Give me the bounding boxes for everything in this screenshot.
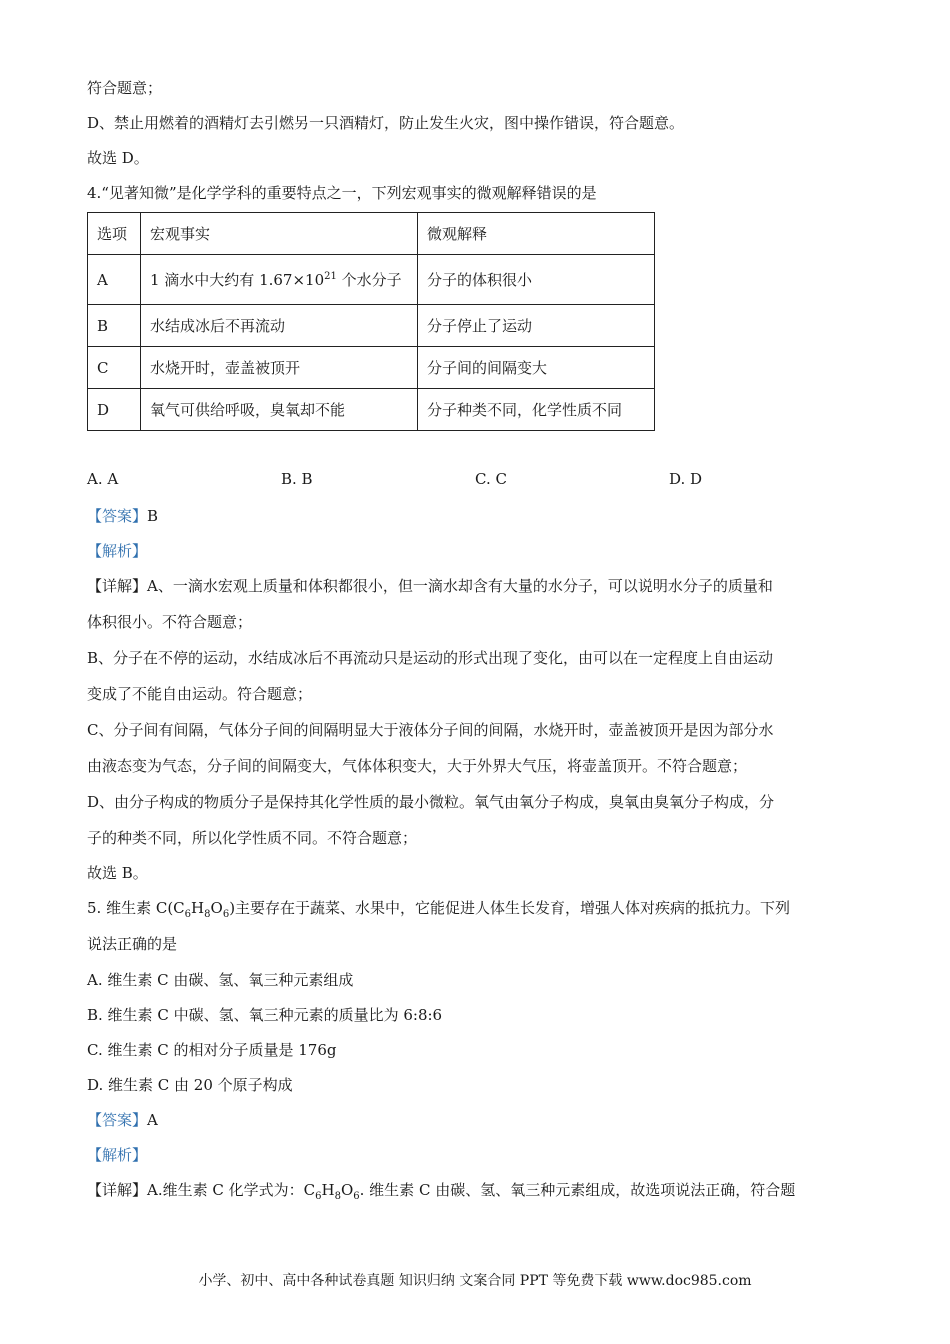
detail-line <box>87 576 773 596</box>
table-cell-explain: 分子种类不同，化学性质不同 <box>418 389 655 431</box>
text-line: 故选 D。 <box>87 149 149 167</box>
detail-line <box>87 1180 795 1200</box>
table-row <box>88 347 655 389</box>
table-header-cell: 宏观事实 <box>141 213 418 255</box>
option-b: B. 维生素 C 中碳、氢、氧三种元素的质量比为 6:8:6 <box>87 1006 443 1024</box>
table-row <box>88 389 655 431</box>
detail-line: 体积很小。不符合题意； <box>87 613 253 631</box>
detail-text: . 维生素 C 由碳、氢、氧三种元素组成，故选项说法正确，符合题 <box>359 1181 796 1199</box>
analysis-label: 【解析】 <box>87 1146 148 1164</box>
option-d: D. D <box>669 470 703 488</box>
subscript: 6 <box>184 909 192 920</box>
question-5-stem <box>87 898 790 918</box>
option-c: C. 维生素 C 的相对分子质量是 176g <box>87 1041 337 1059</box>
fact-text: 1 滴水中大约有 1.67×10 <box>150 271 325 289</box>
detail-tag: 【详解】 <box>87 1181 148 1199</box>
detail-text: A、一滴水宏观上质量和体积都很小，但一滴水却含有大量的水分子，可以说明水分子的质量和 <box>147 577 773 595</box>
detail-line: 由液态变为气态，分子间的间隔变大，气体体积变大，大于外界大气压，将壶盖顶开。不符合题意； <box>87 757 748 775</box>
answer-line <box>87 1110 158 1130</box>
table-cell-fact: 水烧开时，壶盖被顶开 <box>141 347 418 389</box>
question-5-stem-cont: 说法正确的是 <box>87 935 178 953</box>
subscript: 8 <box>204 909 211 920</box>
table-row <box>88 305 655 347</box>
subscript: 6 <box>315 1191 322 1202</box>
answer-value: B <box>147 507 159 525</box>
table-cell-explain: 分子的体积很小 <box>418 255 655 305</box>
table-cell-fact: 水结成冰后不再流动 <box>141 305 418 347</box>
option-a: A. A <box>87 470 119 488</box>
answer-tag: 【答案】 <box>87 507 148 525</box>
analysis-tag <box>87 541 147 561</box>
option-a: A. 维生素 C 由碳、氢、氧三种元素组成 <box>87 971 354 989</box>
analysis-label: 【解析】 <box>87 542 148 560</box>
text-line: 符合题意； <box>87 79 163 97</box>
detail-line: 变成了不能自由运动。符合题意； <box>87 685 313 703</box>
detail-line: 子的种类不同，所以化学性质不同。不符合题意； <box>87 829 418 847</box>
text-line: D、禁止用燃着的酒精灯去引燃另一只酒精灯，防止发生火灾，图中操作错误，符合题意。 <box>87 114 685 132</box>
stem-text: 5. 维生素 C(C <box>87 899 185 917</box>
detail-line: D、由分子构成的物质分子是保持其化学性质的最小微粒。氧气由氧分子构成，臭氧由臭氧分子构成，分 <box>87 793 775 811</box>
table-cell-option: D <box>88 389 141 431</box>
table-cell-option: B <box>88 305 141 347</box>
option-c: C. C <box>475 470 507 488</box>
table-cell-option: A <box>88 255 141 305</box>
formula-element: O <box>340 1181 354 1199</box>
answer-line <box>87 506 158 526</box>
table-header-cell: 微观解释 <box>418 213 655 255</box>
table-cell-option: C <box>88 347 141 389</box>
table-cell-explain: 分子间的间隔变大 <box>418 347 655 389</box>
exponent: 21 <box>324 271 337 282</box>
question-4-stem: 4.“见著知微”是化学学科的重要特点之一，下列宏观事实的微观解释错误的是 <box>87 184 597 202</box>
detail-line: B、分子在不停的运动，水结成冰后不再流动只是运动的形式出现了变化，由可以在一定程度上自由运动 <box>87 649 774 667</box>
table-header-row <box>88 213 655 255</box>
subscript: 6 <box>222 909 230 920</box>
table-row <box>88 255 655 305</box>
answer-tag: 【答案】 <box>87 1111 148 1129</box>
table-cell-fact <box>141 255 418 305</box>
subscript: 8 <box>334 1191 341 1202</box>
formula-element: H <box>191 899 205 917</box>
answer-value: A <box>147 1111 158 1129</box>
option-b: B. B <box>281 470 313 488</box>
page-footer: 小学、初中、高中各种试卷真题 知识归纳 文案合同 PPT 等免费下载 www.doc985.com <box>198 1273 752 1289</box>
fact-text: 个水分子 <box>336 271 402 289</box>
table-header-cell: 选项 <box>88 213 141 255</box>
detail-conclusion: 故选 B。 <box>87 864 148 882</box>
subscript: 6 <box>353 1191 360 1202</box>
detail-text: A.维生素 C 化学式为：C <box>147 1181 316 1199</box>
detail-tag: 【详解】 <box>87 577 148 595</box>
analysis-tag <box>87 1145 147 1165</box>
formula-element: H <box>321 1181 335 1199</box>
table-cell-fact: 氧气可供给呼吸，臭氧却不能 <box>141 389 418 431</box>
formula-element: O <box>210 899 223 917</box>
stem-text: )主要存在于蔬菜、水果中，它能促进人体生长发育，增强人体对疾病的抵抗力。下列 <box>229 899 791 917</box>
detail-line: C、分子间有间隔，气体分子间的间隔明显大于液体分子间的间隔，水烧开时，壶盖被顶开是因为部分水 <box>87 721 774 739</box>
table-cell-explain: 分子停止了运动 <box>418 305 655 347</box>
option-d: D. 维生素 C 由 20 个原子构成 <box>87 1076 293 1094</box>
question-4-table <box>87 212 655 431</box>
